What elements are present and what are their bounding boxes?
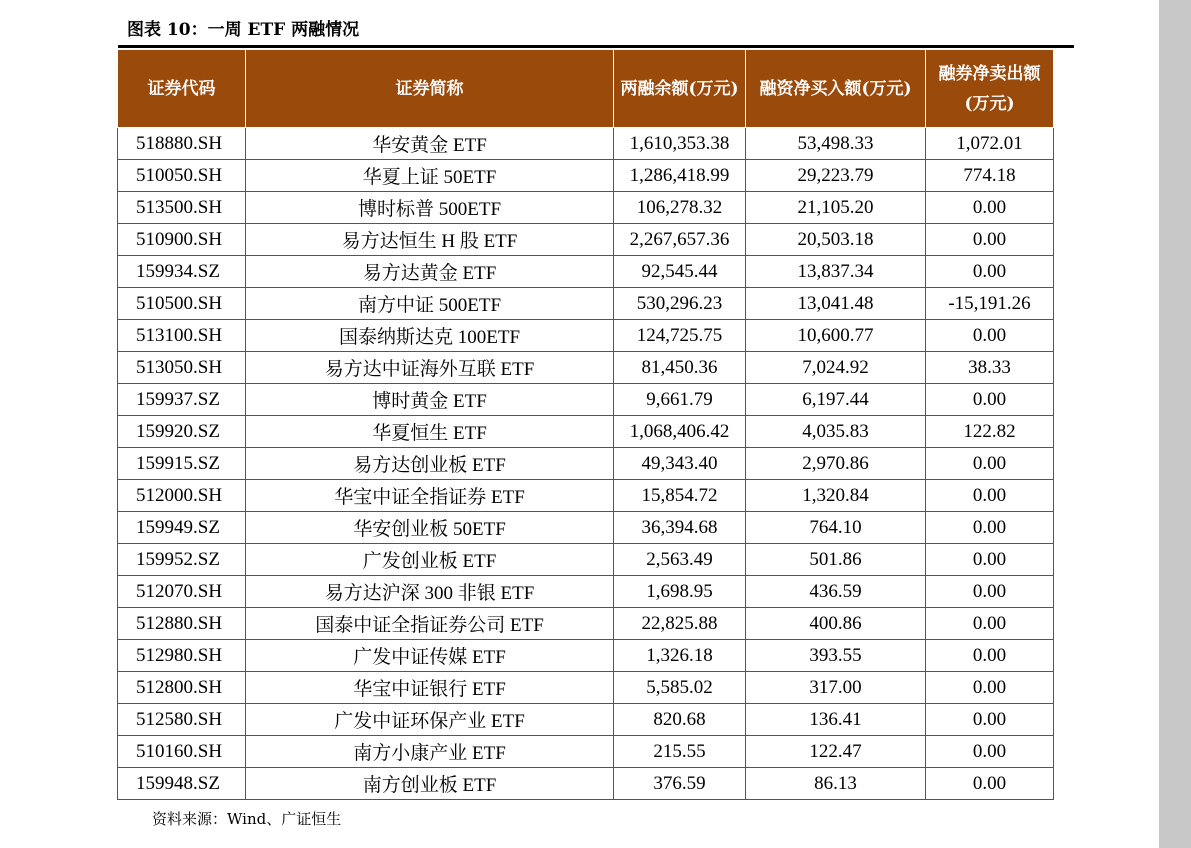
cell-name: 易方达创业板 ETF: [246, 448, 614, 480]
cell-name: 博时标普 500ETF: [246, 192, 614, 224]
header-balance: 两融余额(万元): [614, 50, 746, 128]
table-body: [118, 128, 1054, 800]
cell-balance: 1,610,353.38: [614, 128, 746, 160]
cell-net-sell: 0.00: [926, 320, 1054, 352]
table-row: [118, 416, 1054, 448]
cell-code: 159915.SZ: [118, 448, 246, 480]
cell-net-buy: 29,223.79: [746, 160, 926, 192]
cell-net-buy: 400.86: [746, 608, 926, 640]
cell-name: 华安黄金 ETF: [246, 128, 614, 160]
cell-net-buy: 4,035.83: [746, 416, 926, 448]
table-row: [118, 160, 1054, 192]
cell-net-sell: 0.00: [926, 448, 1054, 480]
table-row: [118, 736, 1054, 768]
title-divider: [118, 45, 1074, 48]
cell-balance: 2,563.49: [614, 544, 746, 576]
cell-code: 518880.SH: [118, 128, 246, 160]
cell-net-sell: 0.00: [926, 672, 1054, 704]
cell-code: 510160.SH: [118, 736, 246, 768]
cell-net-buy: 122.47: [746, 736, 926, 768]
table-row: [118, 768, 1054, 800]
cell-name: 广发中证传媒 ETF: [246, 640, 614, 672]
cell-net-buy: 13,837.34: [746, 256, 926, 288]
cell-code: 159948.SZ: [118, 768, 246, 800]
cell-balance: 92,545.44: [614, 256, 746, 288]
source-note: 资料来源：Wind、广证恒生: [152, 810, 342, 828]
cell-balance: 22,825.88: [614, 608, 746, 640]
cell-net-sell: 0.00: [926, 576, 1054, 608]
table-row: [118, 704, 1054, 736]
table-row: [118, 640, 1054, 672]
cell-net-sell: 0.00: [926, 544, 1054, 576]
cell-net-buy: 317.00: [746, 672, 926, 704]
cell-balance: 9,661.79: [614, 384, 746, 416]
cell-net-buy: 20,503.18: [746, 224, 926, 256]
table-row: [118, 288, 1054, 320]
table-row: [118, 128, 1054, 160]
table-header-row: [118, 50, 1054, 128]
cell-balance: 5,585.02: [614, 672, 746, 704]
cell-net-buy: 136.41: [746, 704, 926, 736]
cell-net-sell: 0.00: [926, 224, 1054, 256]
table-title: 图表 10：一周 ETF 两融情况: [127, 20, 360, 40]
cell-net-sell: 122.82: [926, 416, 1054, 448]
table-row: [118, 608, 1054, 640]
cell-net-sell: 0.00: [926, 512, 1054, 544]
table-row: [118, 384, 1054, 416]
cell-balance: 820.68: [614, 704, 746, 736]
cell-name: 易方达中证海外互联 ETF: [246, 352, 614, 384]
cell-net-sell: 0.00: [926, 640, 1054, 672]
cell-net-sell: 0.00: [926, 384, 1054, 416]
table-row: [118, 320, 1054, 352]
table-row: [118, 576, 1054, 608]
cell-name: 华夏恒生 ETF: [246, 416, 614, 448]
cell-name: 国泰中证全指证券公司 ETF: [246, 608, 614, 640]
table-row: [118, 192, 1054, 224]
etf-margin-table: [117, 49, 1054, 800]
header-net-sell: 融券净卖出额(万元): [926, 50, 1054, 128]
cell-net-sell: 1,072.01: [926, 128, 1054, 160]
cell-code: 512000.SH: [118, 480, 246, 512]
cell-code: 512880.SH: [118, 608, 246, 640]
cell-code: 510500.SH: [118, 288, 246, 320]
cell-code: 512580.SH: [118, 704, 246, 736]
cell-net-buy: 764.10: [746, 512, 926, 544]
cell-name: 国泰纳斯达克 100ETF: [246, 320, 614, 352]
cell-net-sell: 0.00: [926, 768, 1054, 800]
cell-net-buy: 6,197.44: [746, 384, 926, 416]
cell-net-sell: 0.00: [926, 608, 1054, 640]
cell-name: 易方达沪深 300 非银 ETF: [246, 576, 614, 608]
cell-code: 159952.SZ: [118, 544, 246, 576]
table-row: [118, 512, 1054, 544]
cell-balance: 36,394.68: [614, 512, 746, 544]
table-row: [118, 672, 1054, 704]
cell-code: 513500.SH: [118, 192, 246, 224]
cell-code: 512070.SH: [118, 576, 246, 608]
cell-net-sell: 0.00: [926, 480, 1054, 512]
cell-net-sell: -15,191.26: [926, 288, 1054, 320]
cell-balance: 1,068,406.42: [614, 416, 746, 448]
table-row: [118, 544, 1054, 576]
vertical-scrollbar[interactable]: [1159, 0, 1191, 848]
cell-net-buy: 1,320.84: [746, 480, 926, 512]
cell-balance: 81,450.36: [614, 352, 746, 384]
table-row: [118, 448, 1054, 480]
cell-net-buy: 7,024.92: [746, 352, 926, 384]
cell-code: 513050.SH: [118, 352, 246, 384]
header-name: 证券简称: [246, 50, 614, 128]
cell-balance: 215.55: [614, 736, 746, 768]
cell-name: 南方小康产业 ETF: [246, 736, 614, 768]
cell-net-buy: 53,498.33: [746, 128, 926, 160]
cell-net-buy: 21,105.20: [746, 192, 926, 224]
cell-name: 广发创业板 ETF: [246, 544, 614, 576]
cell-net-sell: 0.00: [926, 192, 1054, 224]
table-row: [118, 256, 1054, 288]
cell-code: 510900.SH: [118, 224, 246, 256]
cell-name: 南方中证 500ETF: [246, 288, 614, 320]
table-row: [118, 480, 1054, 512]
cell-balance: 530,296.23: [614, 288, 746, 320]
cell-code: 512800.SH: [118, 672, 246, 704]
cell-code: 512980.SH: [118, 640, 246, 672]
cell-balance: 376.59: [614, 768, 746, 800]
cell-code: 510050.SH: [118, 160, 246, 192]
cell-name: 华宝中证银行 ETF: [246, 672, 614, 704]
cell-net-buy: 501.86: [746, 544, 926, 576]
header-code: 证券代码: [118, 50, 246, 128]
cell-name: 南方创业板 ETF: [246, 768, 614, 800]
cell-net-buy: 2,970.86: [746, 448, 926, 480]
cell-code: 159937.SZ: [118, 384, 246, 416]
cell-net-buy: 393.55: [746, 640, 926, 672]
table-row: [118, 352, 1054, 384]
cell-net-buy: 86.13: [746, 768, 926, 800]
cell-name: 博时黄金 ETF: [246, 384, 614, 416]
cell-code: 513100.SH: [118, 320, 246, 352]
cell-name: 华宝中证全指证券 ETF: [246, 480, 614, 512]
cell-balance: 1,698.95: [614, 576, 746, 608]
cell-balance: 1,326.18: [614, 640, 746, 672]
cell-name: 广发中证环保产业 ETF: [246, 704, 614, 736]
cell-net-sell: 0.00: [926, 704, 1054, 736]
cell-net-buy: 10,600.77: [746, 320, 926, 352]
cell-balance: 49,343.40: [614, 448, 746, 480]
cell-balance: 2,267,657.36: [614, 224, 746, 256]
cell-name: 易方达黄金 ETF: [246, 256, 614, 288]
cell-net-sell: 38.33: [926, 352, 1054, 384]
table-row: [118, 224, 1054, 256]
cell-code: 159949.SZ: [118, 512, 246, 544]
cell-net-sell: 0.00: [926, 736, 1054, 768]
cell-balance: 15,854.72: [614, 480, 746, 512]
cell-name: 华安创业板 50ETF: [246, 512, 614, 544]
cell-net-buy: 13,041.48: [746, 288, 926, 320]
cell-net-buy: 436.59: [746, 576, 926, 608]
cell-code: 159920.SZ: [118, 416, 246, 448]
cell-balance: 124,725.75: [614, 320, 746, 352]
cell-balance: 1,286,418.99: [614, 160, 746, 192]
cell-net-sell: 0.00: [926, 256, 1054, 288]
cell-code: 159934.SZ: [118, 256, 246, 288]
cell-net-sell: 774.18: [926, 160, 1054, 192]
cell-balance: 106,278.32: [614, 192, 746, 224]
header-net-buy: 融资净买入额(万元): [746, 50, 926, 128]
cell-name: 华夏上证 50ETF: [246, 160, 614, 192]
cell-name: 易方达恒生 H 股 ETF: [246, 224, 614, 256]
